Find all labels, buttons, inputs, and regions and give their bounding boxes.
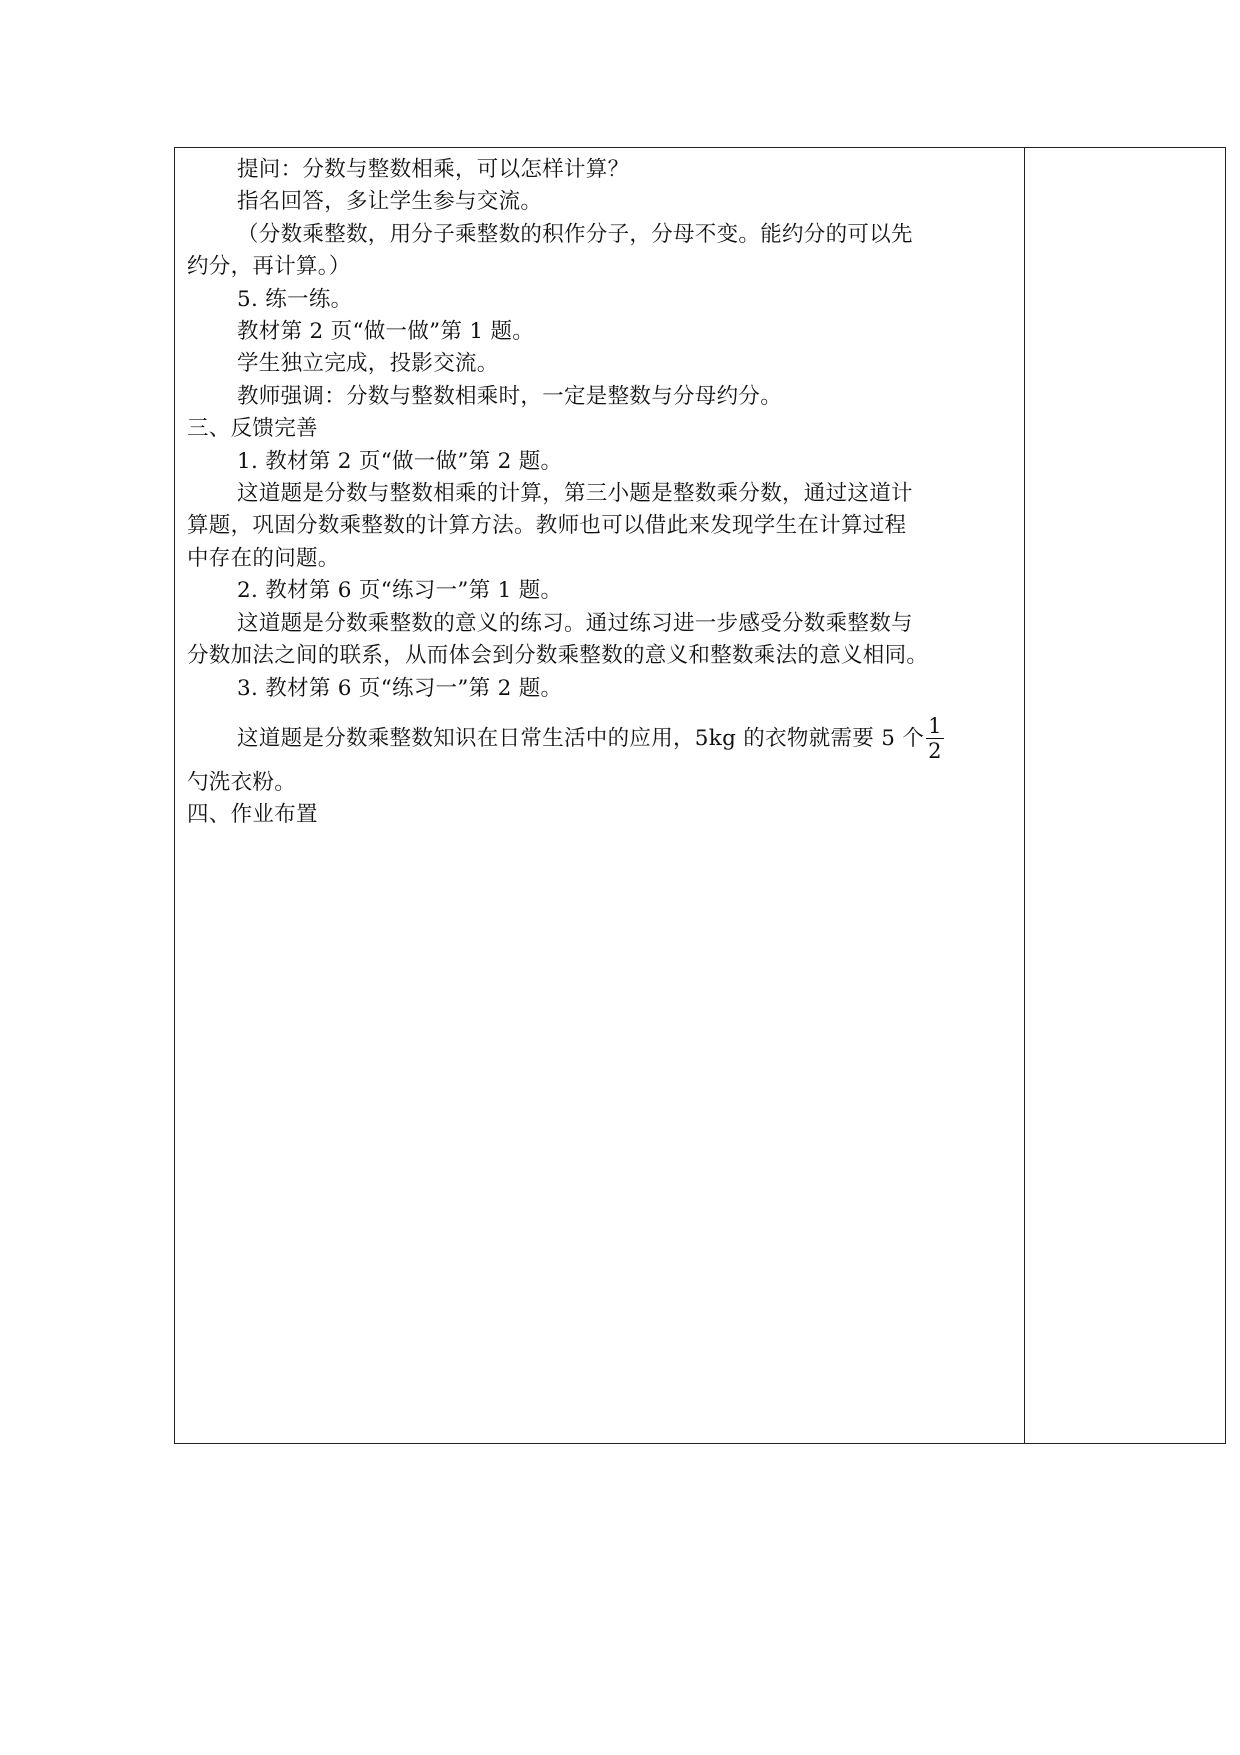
- fraction-paragraph: [187, 711, 1014, 767]
- fraction-one-half: [926, 714, 944, 763]
- fraction-denominator: 2: [928, 739, 942, 764]
- text-line: 分数加法之间的联系，从而体会到分数乘整数的意义和整数乘法的意义相同。: [187, 643, 929, 669]
- notes-cell: [1025, 148, 1225, 1443]
- text-line: 三、反馈完善: [187, 416, 318, 442]
- fraction-paragraph-text: 这道题是分数乘整数知识在日常生活中的应用，5kg 的衣物就需要 5 个: [237, 725, 925, 751]
- text-line: 勺洗衣粉。: [187, 769, 297, 795]
- fraction-numerator: 1: [928, 714, 942, 739]
- text-line: 算题，巩固分数乘整数的计算方法。教师也可以借此来发现学生在计算过程: [187, 513, 907, 539]
- text-line: 3. 教材第 6 页“练习一”第 2 题。: [237, 675, 563, 701]
- text-line: 约分，再计算。）: [187, 254, 351, 280]
- text-line: （分数乘整数，用分子乘整数的积作分子，分母不变。能约分的可以先: [237, 221, 913, 247]
- text-line: 2. 教材第 6 页“练习一”第 1 题。: [237, 578, 563, 604]
- content-cell: [175, 148, 1025, 1443]
- text-line: 这道题是分数乘整数的意义的练习。通过练习进一步感受分数乘整数与: [237, 610, 913, 636]
- text-line: 教师强调：分数与整数相乘时，一定是整数与分母约分。: [237, 383, 783, 409]
- text-line: 学生独立完成，投影交流。: [237, 351, 499, 377]
- text-line: 四、作业布置: [187, 802, 318, 828]
- text-line: 提问：分数与整数相乘，可以怎样计算？: [237, 157, 630, 182]
- text-lines: [187, 154, 1014, 705]
- text-line: 1. 教材第 2 页“做一做”第 2 题。: [237, 448, 563, 474]
- text-line: 教材第 2 页“做一做”第 1 题。: [237, 319, 535, 345]
- lesson-table: [174, 147, 1226, 1444]
- text-lines-after: [187, 767, 1014, 832]
- text-line: 中存在的问题。: [187, 545, 340, 571]
- text-line: 这道题是分数与整数相乘的计算，第三小题是整数乘分数，通过这道计: [237, 481, 913, 507]
- text-line: 5. 练一练。: [237, 286, 353, 312]
- text-line: 指名回答，多让学生参与交流。: [237, 189, 543, 215]
